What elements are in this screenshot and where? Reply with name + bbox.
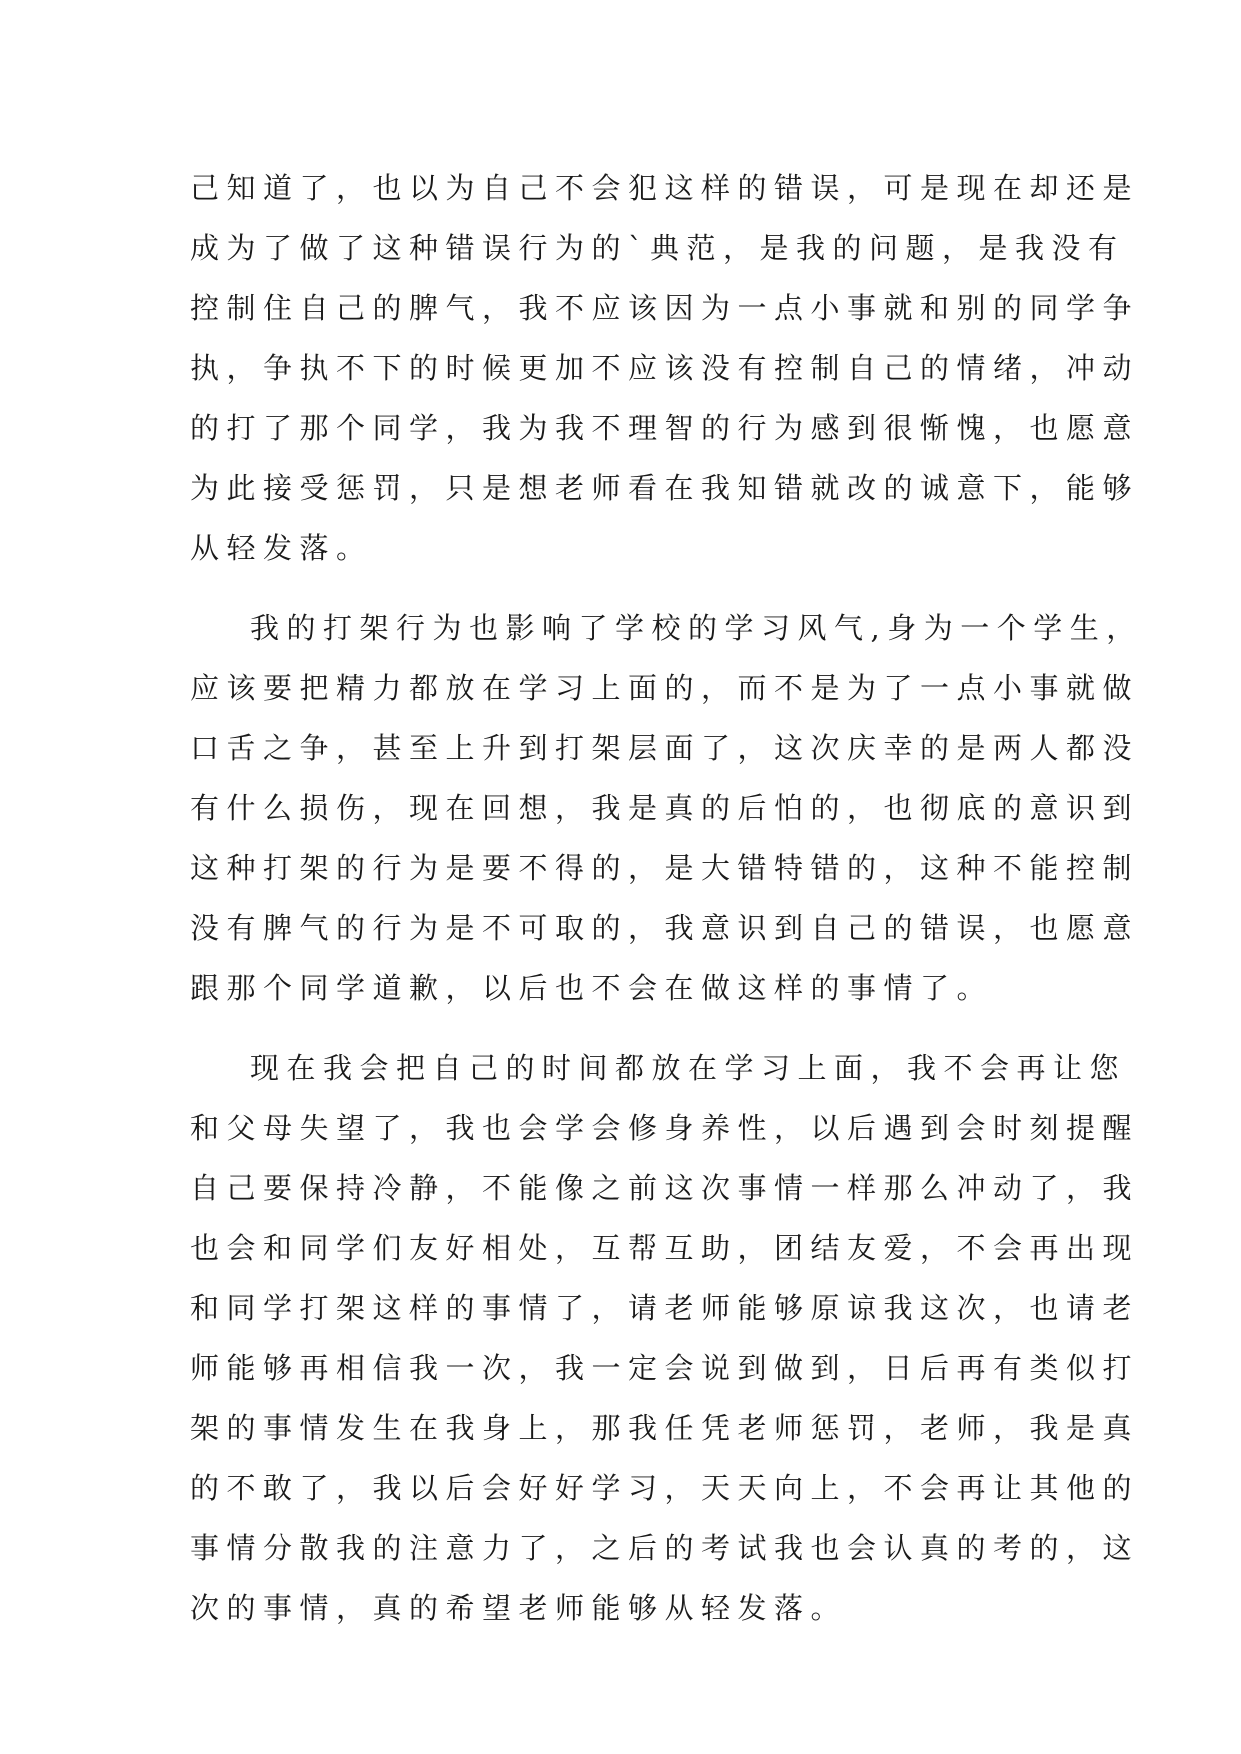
text-line: 和父母失望了，我也会学会修身养性，以后遇到会时刻提醒 (190, 1111, 1140, 1145)
text-line: 现在我会把自己的时间都放在学习上面，我不会再让您 (250, 1051, 1127, 1085)
text-line: 自己要保持冷静，不能像之前这次事情一样那么冲动了，我 (190, 1171, 1140, 1205)
text-line: 的打了那个同学，我为我不理智的行为感到很惭愧，也愿意 (190, 411, 1140, 445)
text-line: 也会和同学们友好相处，互帮互助，团结友爱，不会再出现 (190, 1231, 1140, 1265)
text-line: 为此接受惩罚，只是想老师看在我知错就改的诚意下，能够 (190, 471, 1140, 505)
text-line: 执，争执不下的时候更加不应该没有控制自己的情绪，冲动 (190, 351, 1140, 385)
paragraph-2 (190, 598, 1143, 1018)
document-body (190, 158, 1143, 1638)
paragraph-1 (190, 158, 1140, 578)
text-line: 的不敢了，我以后会好好学习，天天向上，不会再让其他的 (190, 1471, 1140, 1505)
text-line: 跟那个同学道歉，以后也不会在做这样的事情了。 (190, 971, 994, 1005)
text-line: 和同学打架这样的事情了，请老师能够原谅我这次，也请老 (190, 1291, 1140, 1325)
text-line: 成为了做了这种错误行为的`典范，是我的问题，是我没有 (190, 231, 1125, 265)
text-line: 从轻发落。 (190, 531, 373, 565)
text-line: 应该要把精力都放在学习上面的，而不是为了一点小事就做 (190, 671, 1140, 705)
text-line: 师能够再相信我一次，我一定会说到做到，日后再有类似打 (190, 1351, 1140, 1385)
text-line: 这种打架的行为是要不得的，是大错特错的，这种不能控制 (190, 851, 1140, 885)
text-line: 事情分散我的注意力了，之后的考试我也会认真的考的，这 (190, 1531, 1140, 1565)
text-line: 己知道了，也以为自己不会犯这样的错误，可是现在却还是 (190, 171, 1140, 205)
text-line: 控制住自己的脾气，我不应该因为一点小事就和别的同学争 (190, 291, 1140, 325)
text-line: 有什么损伤，现在回想，我是真的后怕的，也彻底的意识到 (190, 791, 1140, 825)
text-line: 没有脾气的行为是不可取的，我意识到自己的错误，也愿意 (190, 911, 1140, 945)
text-line: 我的打架行为也影响了学校的学习风气,身为一个学生， (250, 611, 1143, 645)
text-line: 架的事情发生在我身上，那我任凭老师惩罚，老师，我是真 (190, 1411, 1140, 1445)
text-line: 次的事情，真的希望老师能够从轻发落。 (190, 1591, 848, 1625)
text-line: 口舌之争，甚至上升到打架层面了，这次庆幸的是两人都没 (190, 731, 1140, 765)
paragraph-3 (190, 1038, 1140, 1638)
